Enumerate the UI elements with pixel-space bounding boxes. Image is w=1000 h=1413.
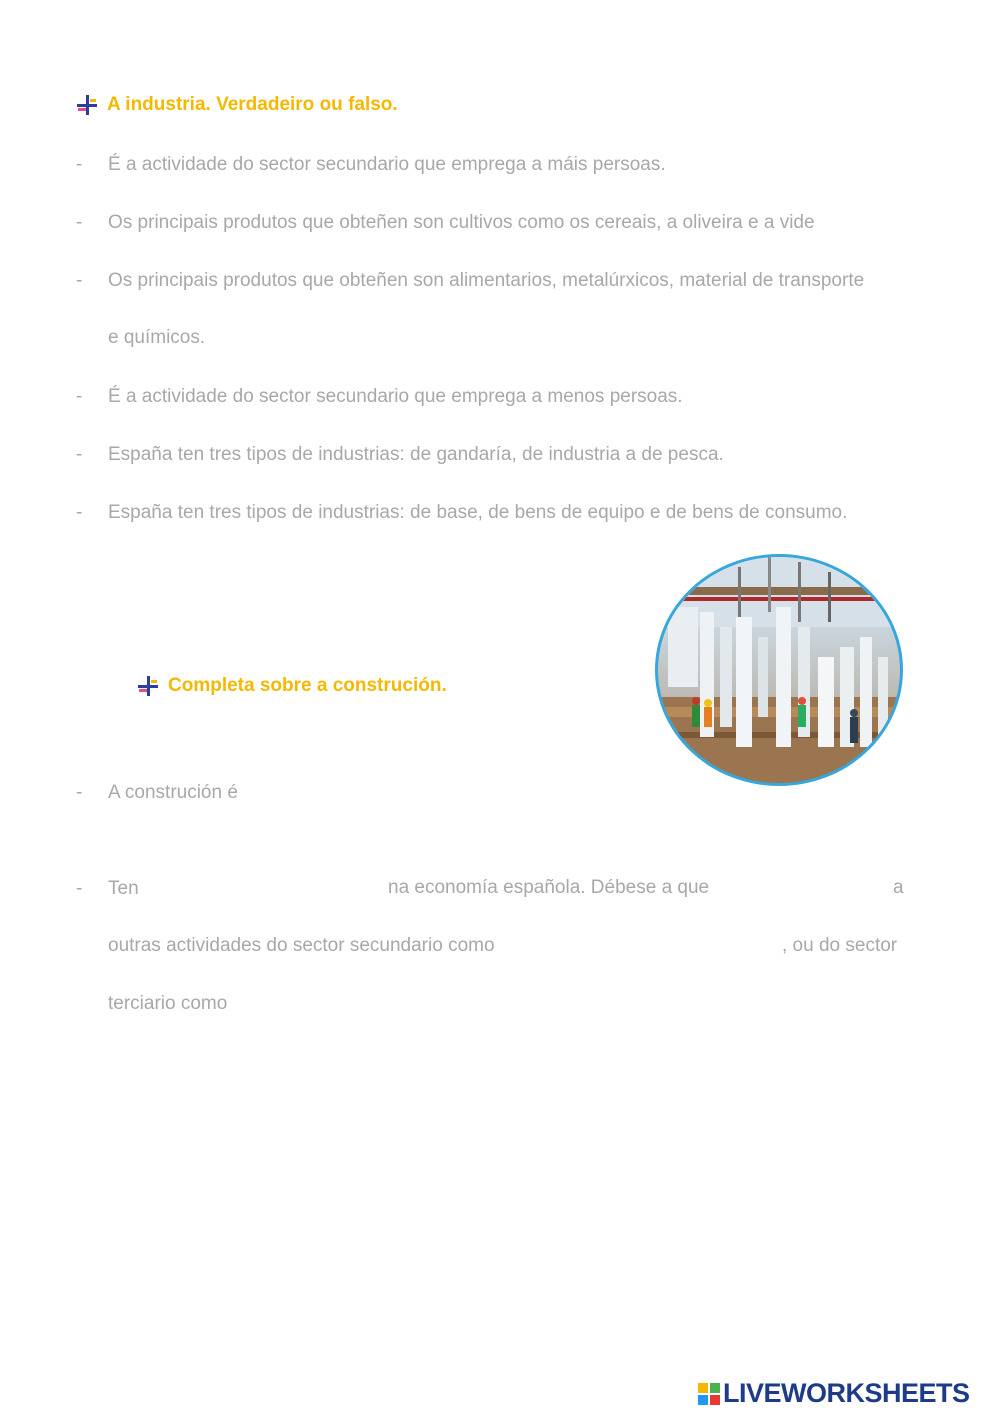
answer-input-secundario[interactable]	[525, 933, 779, 961]
answer-input-motivo[interactable]	[735, 875, 889, 903]
answer-input-importancia[interactable]	[150, 875, 384, 903]
construction-site-photo	[655, 554, 903, 786]
statement-text: É a actividade do sector secundario que emprega a máis persoas.	[108, 154, 666, 175]
statement-continuation: e químicos.	[108, 327, 206, 348]
fill-in-text: , ou do sector	[782, 935, 898, 956]
liveworksheets-logo-icon	[698, 1383, 720, 1405]
section-heading-text: A industria. Verdadeiro ou falso.	[107, 94, 398, 115]
answer-input-construcion[interactable]	[256, 779, 640, 807]
fill-in-text: Ten	[108, 878, 139, 899]
statement-text: É a actividade do sector secundario que emprega a menos persoas.	[108, 386, 683, 407]
section-heading-industria	[76, 94, 398, 116]
fill-in-text: na economía española. Débese a que	[388, 877, 710, 898]
plus-bullet-icon	[137, 675, 159, 697]
fill-in-text: outras actividades do sector secundario como	[108, 935, 495, 956]
fill-in-text: A construción é	[108, 782, 238, 803]
statement-text: España ten tres tipos de industrias: de gandaría, de industria a de pesca.	[108, 444, 724, 465]
fill-in-text: terciario como	[108, 993, 228, 1014]
statement-text: Os principais produtos que obteñen son alimentarios, metalúrxicos, material de transporte	[108, 270, 865, 291]
statement-text: Os principais produtos que obteñen son cultivos como os cereais, a oliveira e a vide	[108, 212, 815, 233]
fill-in-text: a	[893, 877, 904, 898]
brand-name: LIVEWORKSHEETS	[723, 1378, 970, 1408]
section-heading-construcion	[137, 675, 447, 697]
answer-input-terciario[interactable]	[245, 991, 649, 1019]
liveworksheets-logo[interactable]	[698, 1378, 970, 1409]
statement-text: España ten tres tipos de industrias: de base, de bens de equipo e de bens de consumo.	[108, 502, 848, 523]
section-heading-text: Completa sobre a construción.	[168, 675, 447, 696]
plus-bullet-icon	[76, 94, 98, 116]
